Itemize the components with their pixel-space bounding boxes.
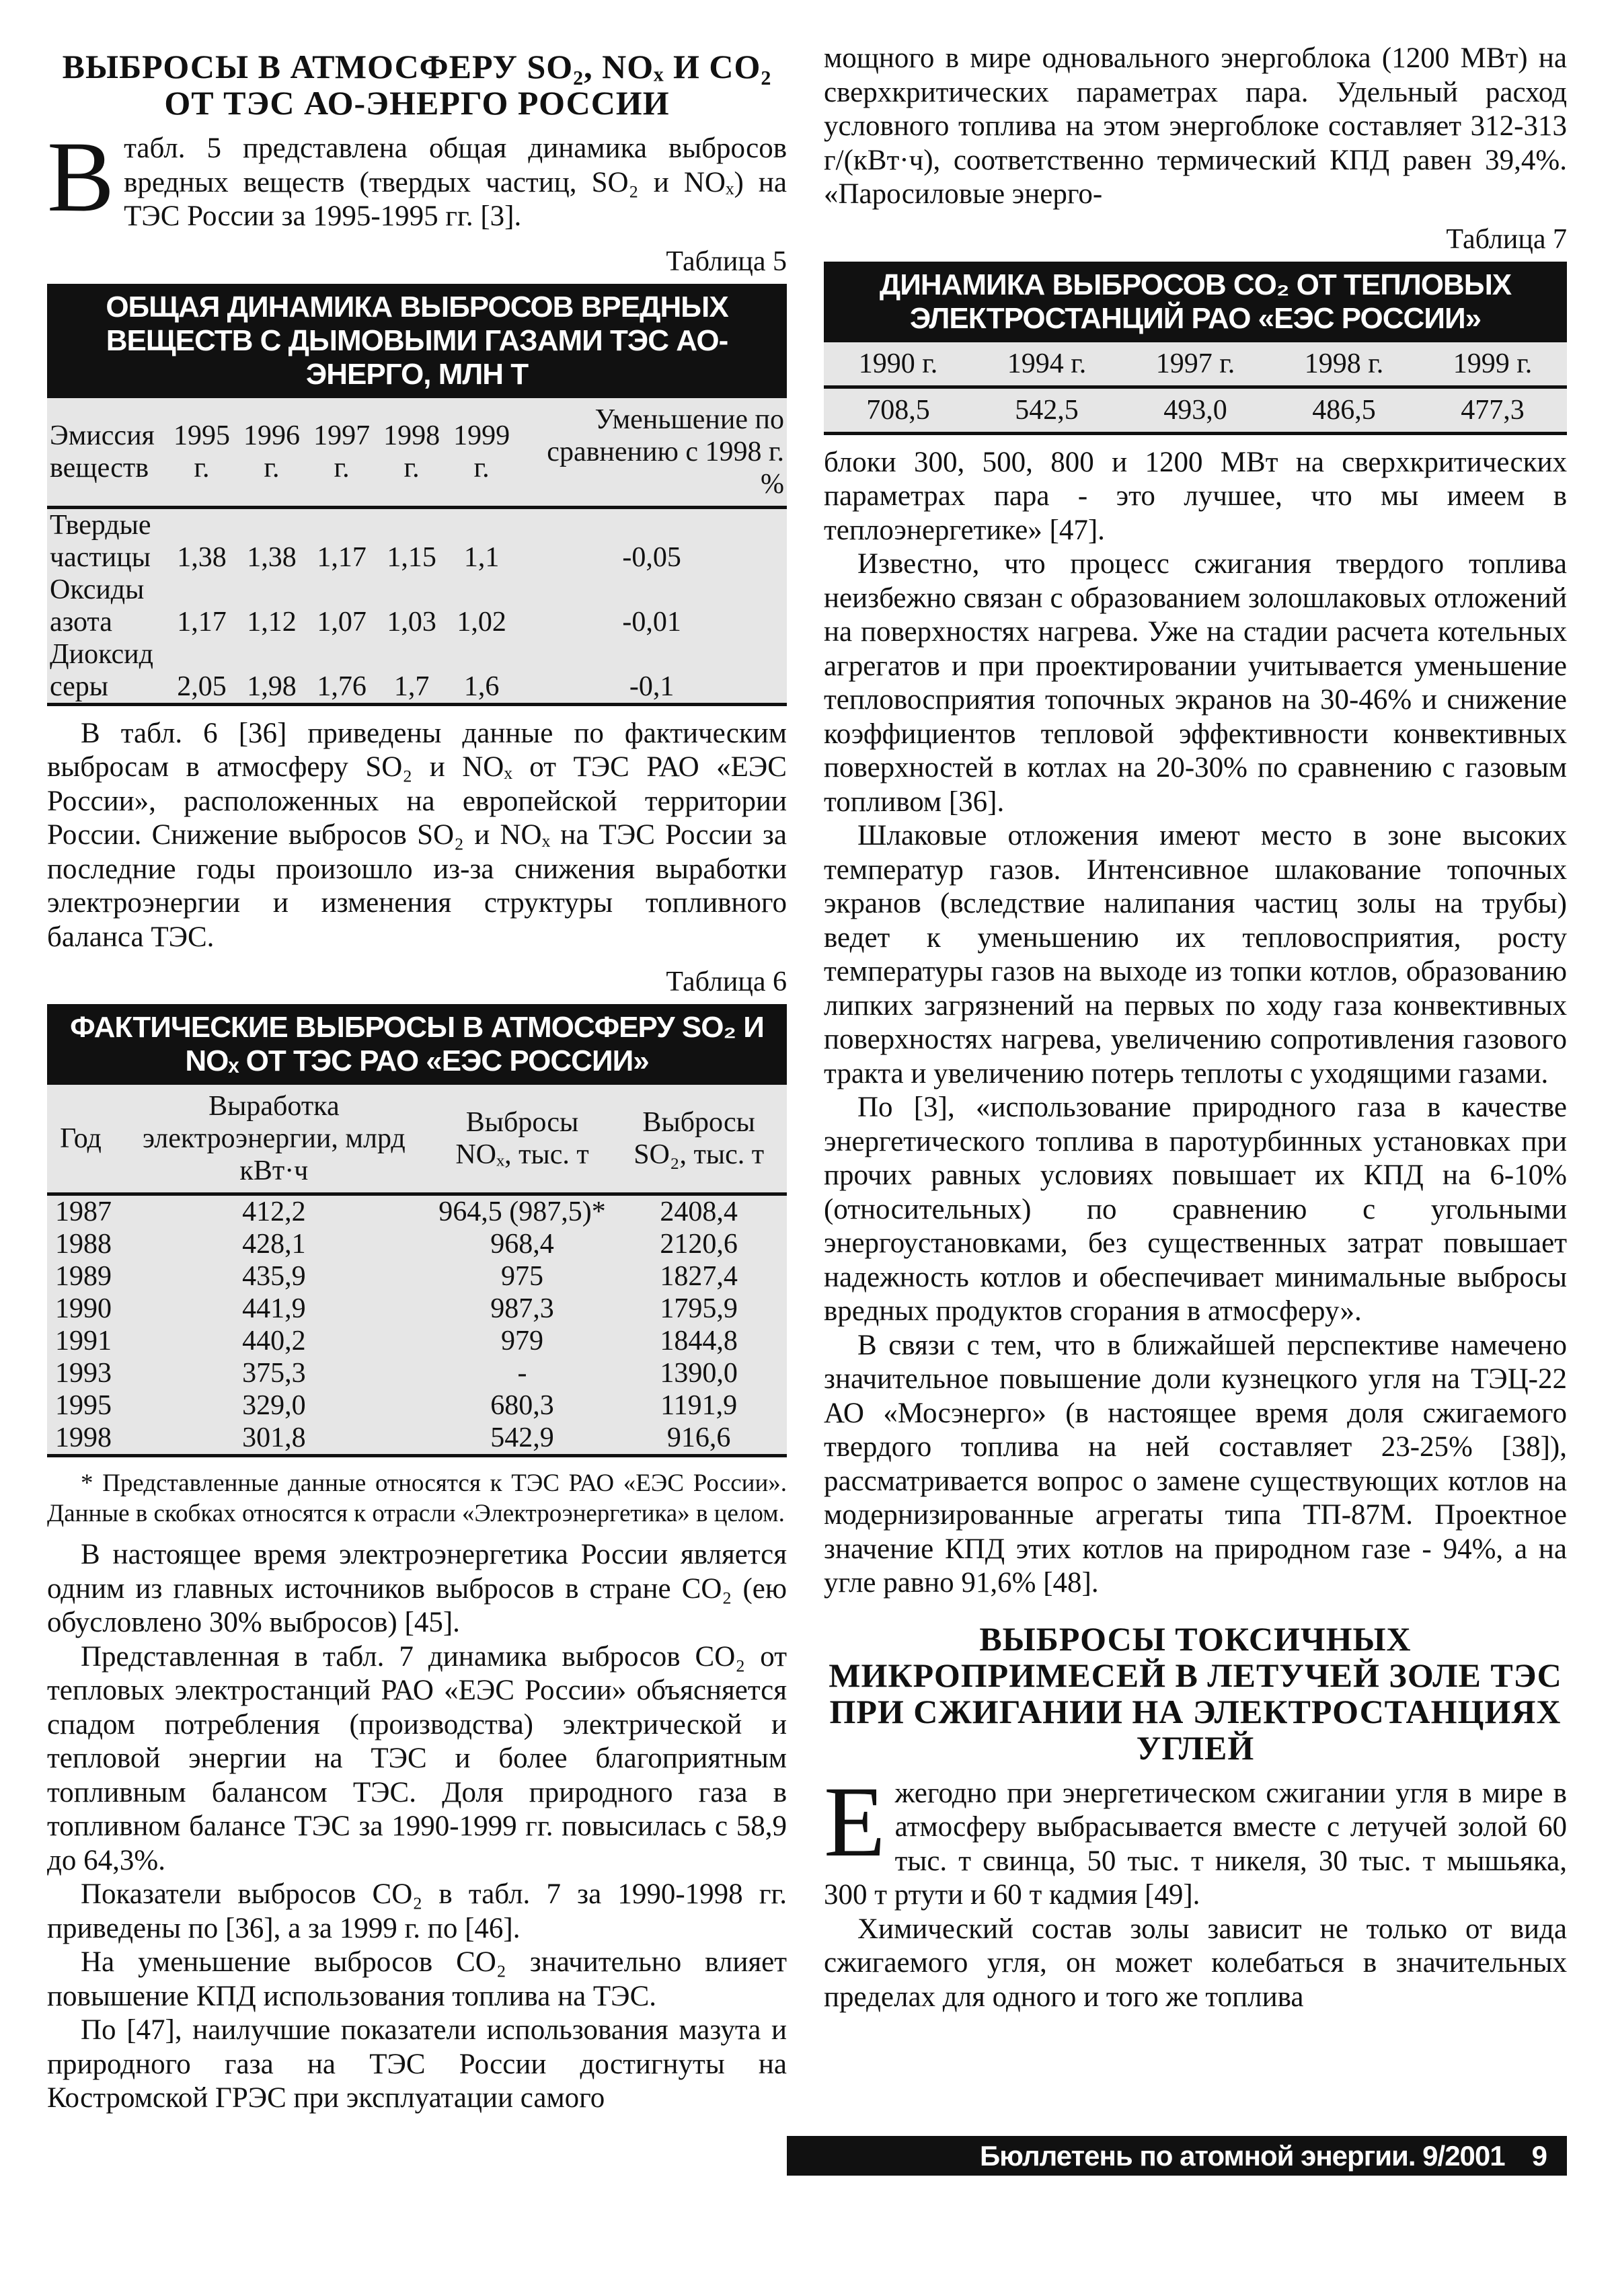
table-cell: 1,17: [177, 606, 227, 638]
paragraph: Известно, что процесс сжигания твердого топлива неизбежно связан с образованием золошлаковых отложений на поверхностях нагрева. Уже на стадии расчета котельных агрегатов и при проектировании учитывается уменьшение тепловосприятия топочных экранов на 30-46% и снижение коэффициентов тепловой эффективности конвективных поверхностей в котлах на 20-30% по сравнению с газовым топливом [36].: [824, 548, 1567, 818]
table5: [47, 284, 787, 706]
table-cell: 1,12: [247, 606, 297, 638]
column-header: 1999 г.: [453, 420, 510, 484]
table-cell: 975: [501, 1261, 544, 1292]
footnote-text: * Представленные данные относятся к ТЭС РАО «ЕЭС России». Данные в скобках относятся к отрасли «Электроэнергетика» в целом.: [47, 1469, 787, 1527]
drop-cap: В: [47, 121, 115, 233]
table-row: [47, 1422, 787, 1454]
column-header: 1998 г.: [383, 420, 440, 484]
toxic-paragraph: [824, 1765, 1567, 2015]
paragraph: В настоящее время электроэнергетика России является одним из главных источников выбросов в стране CO₂ (ею обусловлено 30% выбросов) [45].: [47, 1539, 787, 1638]
section-heading-emissions: ВЫБРОСЫ В АТМОСФЕРУ SO₂, NOₓ И CO₂ ОТ ТЭС АО-ЭНЕРГО РОССИИ: [62, 48, 772, 122]
table-cell: 1844,8: [660, 1326, 738, 1356]
table-cell: 1990: [55, 1293, 112, 1324]
table-cell: 486,5: [1312, 394, 1376, 426]
intro-paragraph: [47, 121, 787, 234]
table-cell: 1993: [55, 1358, 112, 1389]
table-cell: 1827,4: [660, 1261, 738, 1292]
column-header: Эмиссия веществ: [50, 420, 155, 484]
table-row: [47, 1194, 787, 1229]
left-column: [47, 42, 787, 2116]
table-cell: 329,0: [242, 1390, 306, 1421]
page-footer: [787, 2136, 1567, 2176]
footer-wrapper: [0, 2136, 1614, 2176]
table7-grid: [824, 342, 1567, 432]
table5-title: ОБЩАЯ ДИНАМИКА ВЫБРОСОВ ВРЕДНЫХ ВЕЩЕСТВ С ДЫМОВЫМИ ГАЗАМИ ТЭС АО-ЭНЕРГО, МЛН Т: [47, 284, 787, 398]
table-row: [47, 1389, 787, 1422]
table-cell: 301,8: [242, 1422, 306, 1453]
table-cell: 1191,9: [660, 1390, 738, 1421]
paragraph: Показатели выбросов CO₂ в табл. 7 за 1990-1998 гг. приведены по [36], а за 1999 г. по [46].: [47, 1878, 787, 1944]
table-cell: 1989: [55, 1261, 112, 1292]
table-row: [47, 638, 787, 703]
column-header: 1990 г.: [858, 348, 938, 379]
table-cell: -: [517, 1358, 527, 1389]
column-header: Год: [60, 1123, 102, 1154]
table-cell: 440,2: [242, 1326, 306, 1356]
column-header: 1999 г.: [1453, 348, 1533, 379]
paragraph-table6-intro: [47, 717, 787, 955]
table7-label: Таблица 7: [1446, 223, 1567, 255]
table-row: [47, 1293, 787, 1325]
table-cell: 1995: [55, 1390, 112, 1421]
table-cell: Оксиды азота: [50, 574, 145, 638]
table-cell: 1795,9: [660, 1293, 738, 1324]
table-cell: -0,1: [629, 671, 675, 702]
table-cell: 1,38: [177, 541, 227, 573]
paragraph: Химический состав золы зависит не только от вида сжигаемого угля, он может колебаться в значительных пределах для одного и того же топлива: [824, 1913, 1567, 2013]
table-cell: 1998: [55, 1422, 112, 1453]
table6: [47, 1004, 787, 1457]
table-cell: 916,6: [666, 1422, 731, 1453]
column-header: 1996 г.: [243, 420, 301, 484]
drop-cap: Е: [824, 1765, 886, 1878]
section-heading-toxic: ВЫБРОСЫ ТОКСИЧНЫХ МИКРОПРИМЕСЕЙ В ЛЕТУЧЕЙ ЗОЛЕ ТЭС ПРИ СЖИГАНИИ НА ЭЛЕКТРОСТАНЦИЯХ УГЛЕЙ: [829, 1619, 1562, 1767]
table-row: [47, 507, 787, 574]
paragraph: В табл. 6 [36] приведены данные по фактическим выбросам в атмосферу SO₂ и NOₓ от ТЭС РАО «ЕЭС России», расположенных на европейской территории России. Снижение выбросов SO₂ и NOₓ на ТЭС России за последние годы произошло из-за снижения выработки электроэнергии и изменения структуры топливного баланса ТЭС.: [47, 717, 787, 953]
table-cell: 1991: [55, 1326, 112, 1356]
table-cell: 412,2: [242, 1196, 306, 1227]
table-cell: 2,05: [177, 671, 227, 702]
paragraph: мощного в мире одновального энергоблока (1200 МВт) на сверхкритических параметрах пара. Удельный расход условного топлива на этом энергоблоке составляет 312-313 г/(кВт·ч), соответственно термический КПД равен 39,4%. «Паросиловые энерго-: [824, 42, 1567, 210]
table-cell: 979: [501, 1326, 544, 1356]
table-cell: Диоксид серы: [50, 638, 153, 702]
table6-grid: [47, 1085, 787, 1454]
column-header: Выработка электроэнергии, млрд кВт·ч: [142, 1091, 406, 1186]
table-cell: 2408,4: [660, 1196, 738, 1227]
table-cell: 542,9: [490, 1422, 554, 1453]
toxic-text: жегодно при энергетическом сжигании угля в мире в атмосферу выбрасывается вместе с летучей золой 60 тыс. т свинца, 50 тыс. т никеля, 30 тыс. т мышьяка, 300 т ртути и 60 т кадмия [49].: [824, 1777, 1567, 1911]
table-cell: 1,76: [317, 671, 367, 702]
intro-text: табл. 5 представлена общая динамика выбросов вредных веществ (твердых частиц, SO₂ и NOₓ) на ТЭС России за 1995-1995 гг. [3].: [124, 132, 787, 232]
column-header: 1998 г.: [1304, 348, 1384, 379]
table-row: [47, 1260, 787, 1293]
table5-grid: [47, 398, 787, 703]
paragraph: блоки 300, 500, 800 и 1200 МВт на сверхкритических параметрах пара - это лучшее, что мы имеем в теплоэнергетике» [47].: [824, 446, 1567, 546]
column-header: Выбросы SO₂, тыс. т: [633, 1107, 765, 1170]
table-cell: 375,3: [242, 1358, 306, 1389]
table-cell: 1,02: [457, 606, 506, 638]
table-cell: 1,15: [387, 541, 436, 573]
paragraph: На уменьшение выбросов CO₂ значительно влияет повышение КПД использования топлива на ТЭС.: [47, 1946, 787, 2012]
table-cell: 1,07: [317, 606, 367, 638]
table-cell: 968,4: [490, 1229, 554, 1260]
table6-footnote: [47, 1468, 787, 1529]
right-paragraphs: [824, 446, 1567, 1601]
paragraph: В связи с тем, что в ближайшей перспективе намечено значительное повышение доли кузнецкого угля на ТЭЦ-22 АО «Мосэнерго» (в настоящее время доля сжигаемого твердого топлива на ней составляет 23-25% [38]), рассматривается вопрос о замене существующих котлов на модернизированные агрегаты типа ТП-87М. Проектное значение КПД этих котлов на природном газе - 94%, а на угле равно 91,6% [48].: [824, 1329, 1567, 1599]
table-cell: -0,05: [622, 541, 681, 573]
table-row: [47, 1325, 787, 1357]
column-header: 1994 г.: [1007, 348, 1087, 379]
table-cell: 477,3: [1461, 394, 1525, 426]
table-cell: 987,3: [490, 1293, 554, 1324]
table-cell: 964,5 (987,5)*: [438, 1196, 606, 1227]
table7-title: ДИНАМИКА ВЫБРОСОВ CO₂ ОТ ТЕПЛОВЫХ ЭЛЕКТРОСТАНЦИЙ РАО «ЕЭС РОССИИ»: [824, 262, 1567, 342]
table-cell: Твердые частицы: [50, 509, 151, 573]
table-cell: 1,6: [463, 671, 500, 702]
paragraph: По [3], «использование природного газа в качестве энергетического топлива в паротурбинных установках при прочих равных условиях повышает их КПД на 6-10% (относительных) по сравнению с угольными энергоустановками, без существенных затрат повышает надежность котлов и обеспечивает минимальные выбросы вредных продуктов сгорания в атмосферу».: [824, 1092, 1567, 1327]
table-cell: 542,5: [1015, 394, 1079, 426]
column-header: 1995 г.: [174, 420, 231, 484]
table-cell: 708,5: [866, 394, 930, 426]
table-cell: 428,1: [242, 1229, 306, 1260]
paragraph: Представленная в табл. 7 динамика выбросов CO₂ от тепловых электростанций РАО «ЕЭС России» объясняется спадом потребления (производства) электрической и тепловой энергии на ТЭС и более благоприятным топливным балансом ТЭС. Доля природного газа в топливном балансе ТЭС за 1990-1999 гг. повысилась с 58,9 до 64,3%.: [47, 1640, 787, 1876]
table-row: [47, 1228, 787, 1260]
table-cell: 680,3: [490, 1390, 554, 1421]
table-cell: 1,17: [317, 541, 367, 573]
column-header: Выбросы NOₓ, тыс. т: [455, 1107, 589, 1170]
journal-title: Бюллетень по атомной энергии. 9/2001: [979, 2139, 1505, 2172]
column-header: 1997 г.: [1155, 348, 1235, 379]
table-cell: 1,7: [393, 671, 430, 702]
table6-title: ФАКТИЧЕСКИЕ ВЫБРОСЫ В АТМОСФЕРУ SO₂ И NOₓ ОТ ТЭС РАО «ЕЭС РОССИИ»: [47, 1004, 787, 1085]
column-header: Уменьшение по сравнению с 1998 г. %: [547, 404, 784, 500]
table-cell: -0,01: [622, 606, 681, 638]
table-cell: 1988: [55, 1229, 112, 1260]
right-column: [824, 42, 1567, 2014]
table-cell: 441,9: [242, 1293, 306, 1324]
table-cell: 1,1: [463, 541, 500, 573]
table-cell: 1390,0: [660, 1358, 738, 1389]
table5-label: Таблица 5: [666, 245, 787, 277]
page-number: 9: [1531, 2139, 1547, 2172]
table7: [824, 262, 1567, 435]
table-row: [47, 1357, 787, 1389]
table-cell: 2120,6: [660, 1229, 738, 1260]
table-cell: 1987: [55, 1196, 112, 1227]
table-row: [47, 574, 787, 638]
table-cell: 1,98: [247, 671, 297, 702]
right-top-text: [824, 42, 1567, 212]
table-cell: 1,38: [247, 541, 297, 573]
table6-label: Таблица 6: [666, 966, 787, 997]
left-paragraphs: [47, 1538, 787, 2116]
table-cell: 435,9: [242, 1261, 306, 1292]
table-cell: 1,03: [387, 606, 436, 638]
table-cell: 493,0: [1163, 394, 1227, 426]
paragraph: Шлаковые отложения имеют место в зоне высоких температур газов. Интенсивное шлакование топочных экранов (вследствие налипания частиц золы на трубы) ведет к уменьшению их тепловосприятия, росту температуры газов на выходе из топки котлов, образованию липких загрязнений на первых по ходу газа конвективных поверхностях нагрева, увеличению сопротивления газового тракта и увеличению потерь теплоты с уходящими газами.: [824, 820, 1567, 1089]
paragraph: По [47], наилучшие показатели использования мазута и природного газа на ТЭС России достигнуты на Костромской ГРЭС при эксплуатации самого: [47, 2014, 787, 2114]
column-header: 1997 г.: [313, 420, 371, 484]
